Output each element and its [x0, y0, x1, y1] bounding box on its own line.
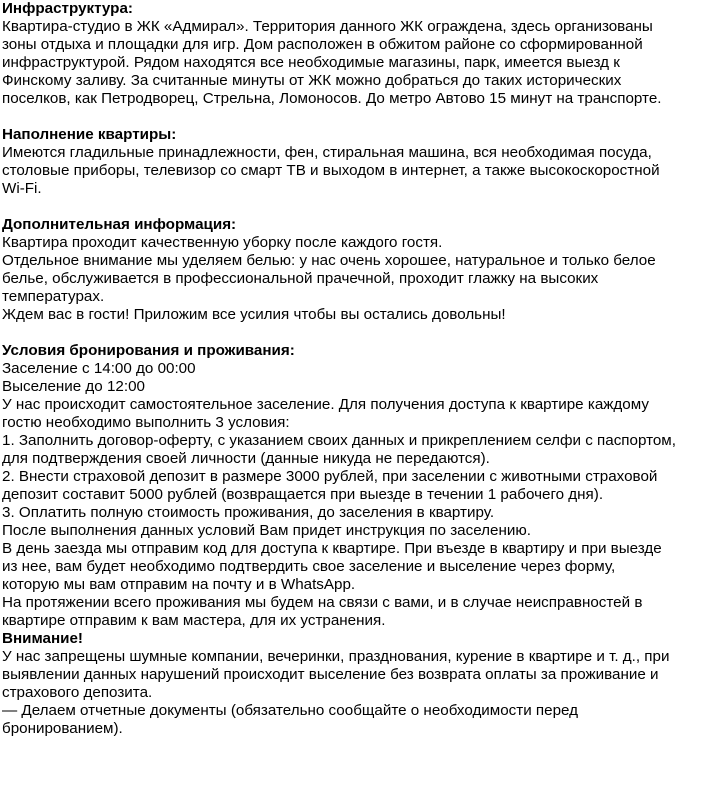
text-line: квартире отправим к вам мастера, для их устранения.	[2, 612, 386, 629]
text-line: бронированием).	[2, 720, 123, 737]
text-line: температурах.	[2, 288, 105, 305]
section-attention	[2, 630, 718, 738]
text-line: В день заезда мы отправим код для доступа к квартире. При въезде в квартиру и при выезде	[2, 540, 662, 557]
text-line: столовые приборы, телевизор со смарт ТВ и выходом в интернет, а также высокоскоростной	[2, 162, 660, 179]
text-line: — Делаем отчетные документы (обязательно сообщайте о необходимости перед	[2, 702, 579, 719]
text-line: страхового депозита.	[2, 684, 153, 701]
text-line: Wi-Fi.	[2, 180, 42, 197]
text-line: гостю необходимо выполнить 3 условия:	[2, 414, 290, 431]
text-line: Ждем вас в гости! Приложим все усилия чтобы вы остались довольны!	[2, 306, 506, 323]
text-line: Имеются гладильные принадлежности, фен, стиральная машина, вся необходимая посуда,	[2, 144, 652, 161]
text-line: Квартира проходит качественную уборку после каждого гостя.	[2, 234, 443, 251]
text-line: Отдельное внимание мы уделяем белью: у нас очень хорошее, натуральное и только белое	[2, 252, 656, 269]
text-line: для подтверждения своей личности (данные никуда не передаются).	[2, 450, 490, 467]
text-line: 3. Оплатить полную стоимость проживания, до заселения в квартиру.	[2, 504, 495, 521]
section-heading: Дополнительная информация:	[2, 216, 237, 233]
section-heading: Инфраструктура:	[2, 0, 133, 17]
text-line: белье, обслуживается в профессиональной прачечной, проходит глажку на высоких	[2, 270, 599, 287]
text-line: На протяжении всего проживания мы будем на связи с вами, и в случае неисправностей в	[2, 594, 643, 611]
section-heading: Наполнение квартиры:	[2, 126, 177, 143]
text-line: Заселение с 14:00 до 00:00	[2, 360, 196, 377]
text-line: 2. Внести страховой депозит в размере 3000 рублей, при заселении с животными страховой	[2, 468, 658, 485]
text-line: У нас происходит самостоятельное заселение. Для получения доступа к квартире каждому	[2, 396, 649, 413]
text-line: Квартира-студио в ЖК «Адмирал». Территория данного ЖК ограждена, здесь организованы	[2, 18, 653, 35]
section-heading: Условия бронирования и проживания:	[2, 342, 295, 359]
section-booking-conditions	[2, 342, 718, 630]
section-heading: Внимание!	[2, 630, 83, 647]
text-line: 1. Заполнить договор-оферту, с указанием своих данных и прикреплением селфи с паспортом,	[2, 432, 676, 449]
section-additional-info	[2, 216, 718, 324]
text-line: У нас запрещены шумные компании, вечеринки, празднования, курение в квартире и т. д., при	[2, 648, 670, 665]
section-apartment-contents	[2, 126, 718, 198]
text-line: из нее, вам будет необходимо подтвердить свое заселение и выселение через форму,	[2, 558, 616, 575]
section-infrastructure	[2, 0, 718, 108]
text-line: После выполнения данных условий Вам придет инструкция по заселению.	[2, 522, 531, 539]
text-line: поселков, как Петродворец, Стрельна, Ломоносов. До метро Автово 15 минут на транспорте.	[2, 90, 662, 107]
text-line: инфраструктурой. Рядом находятся все необходимые магазины, парк, имеется выезд к	[2, 54, 620, 71]
text-line: выявлении данных нарушений происходит выселение без возврата оплаты за проживание и	[2, 666, 659, 683]
text-line: зоны отдыха и площадки для игр. Дом расположен в обжитом районе со сформированной	[2, 36, 643, 53]
text-line: Финскому заливу. За считанные минуты от ЖК можно добраться до таких исторических	[2, 72, 622, 89]
text-line: которую мы вам отправим на почту и в WhatsApp.	[2, 576, 356, 593]
text-line: депозит составит 5000 рублей (возвращается при выезде в течении 1 рабочего дня).	[2, 486, 604, 503]
text-line: Выселение до 12:00	[2, 378, 145, 395]
